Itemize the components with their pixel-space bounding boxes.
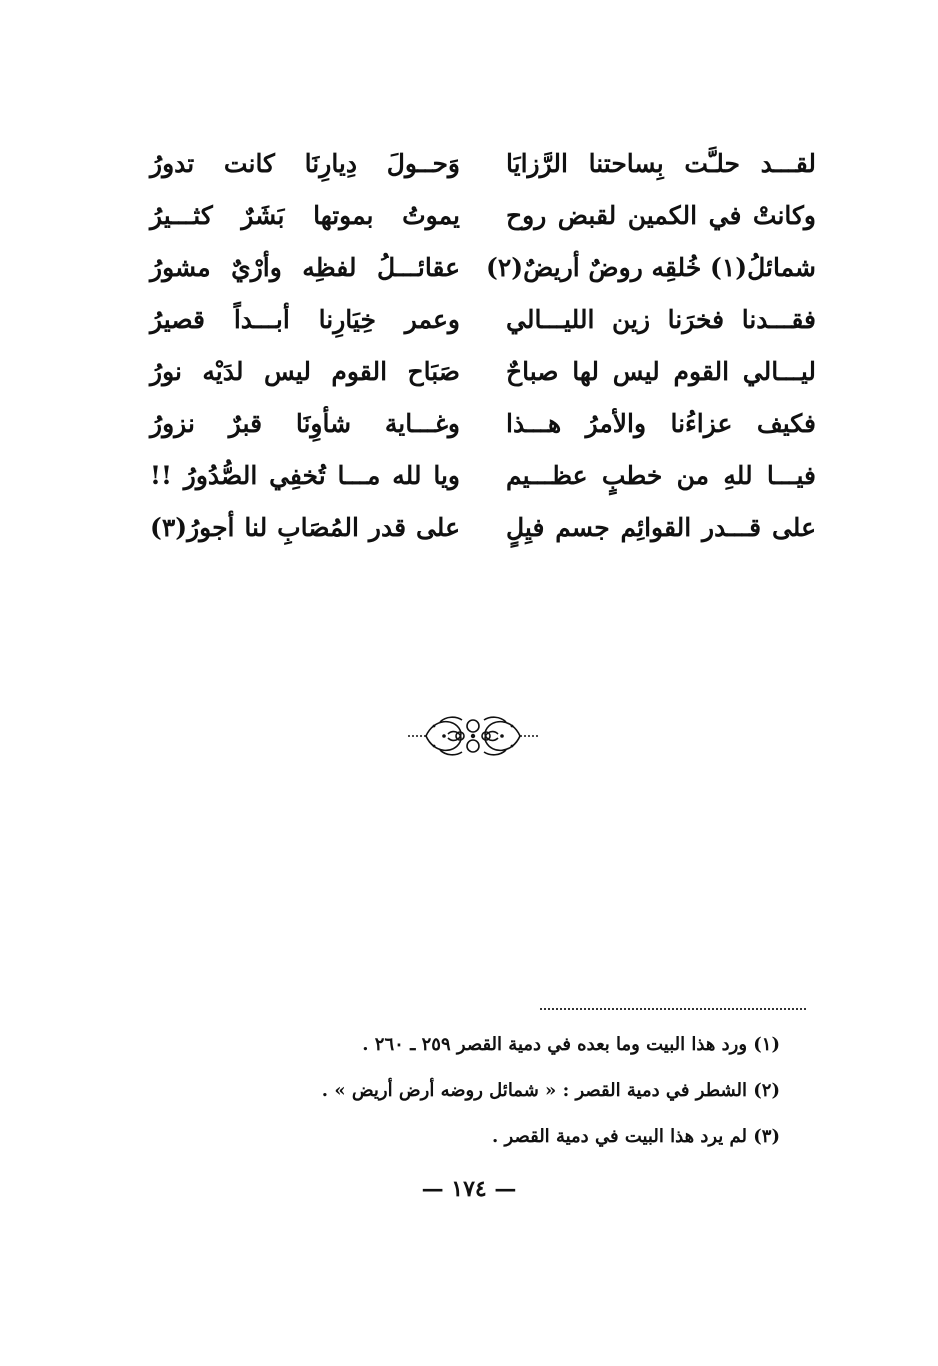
verse-second-hemistich: وغـــاية شأوِنَا قبرٌ نزورُ [150,409,460,438]
footnote: (١) ورد هذا البيت وما بعده في دمية القصر ٢٥٩ ـ ٢٦٠ . [362,1034,780,1055]
verse-line [150,242,816,294]
verse-line [150,190,816,242]
verse-second-hemistich: صَبَاح القوم ليس لدَيْه نورُ [150,357,460,386]
footnote-separator [540,1008,806,1010]
verse-second-hemistich: عقائـــلُ لفظِه وأرْيٌ مشورُ [150,253,460,282]
verse-second-hemistich: وَحــولَ دِيارِنَا كانت تدورُ [150,149,460,178]
verse-first-hemistich: شمائلُ(١) خُلقِه روضٌ أريضٌ(٢) [486,253,816,282]
verse-line [150,294,816,346]
verse-line [150,346,816,398]
verse-line [150,398,816,450]
verse-first-hemistich: فكيف عزاءُنا والأمرُ هـــذا [506,409,816,438]
verse-second-hemistich: يموتُ بموتها بَشَرٌ كثـــيرُ [150,201,460,230]
footnotes [310,1022,780,1160]
verse-first-hemistich: ليـــالي القوم ليس لها صباحٌ [506,357,816,386]
verse-line [150,502,816,554]
verse-second-hemistich: على قدر المُصَابِ لنا أجورُ(٣) [150,513,460,542]
poem [150,138,816,554]
verse-first-hemistich: فقـــدنا فخرَنا زين الليـــالي [506,305,816,334]
verse-first-hemistich: فيـــا للهِ من خطبٍ عظـــيم [506,461,816,490]
arabesque-ornament-icon [404,712,542,760]
verse-first-hemistich: وكانتْ في الكمين لقبض روح [506,201,816,230]
verse-second-hemistich: وعمر خِيَارِنا أبـــداً قصيرُ [150,305,460,334]
verse-line [150,450,816,502]
page-number: — ١٧٤ — [421,1176,517,1202]
verse-first-hemistich: لقـــد حلـَّت بِساحتنا الرَّزايَا [506,149,816,178]
verse-second-hemistich: ويا لله مـــا تُخفِي الصُّدُورُ !! [150,461,460,490]
verse-line [150,138,816,190]
footnote: (٣) لم يرد هذا البيت في دمية القصر . [492,1126,780,1147]
footnote: (٢) الشطر في دمية القصر : « شمائل روضه أرض أريض » . [321,1080,780,1101]
verse-first-hemistich: على قـــدر القوائِم جسم فيِلٍ [506,513,816,542]
